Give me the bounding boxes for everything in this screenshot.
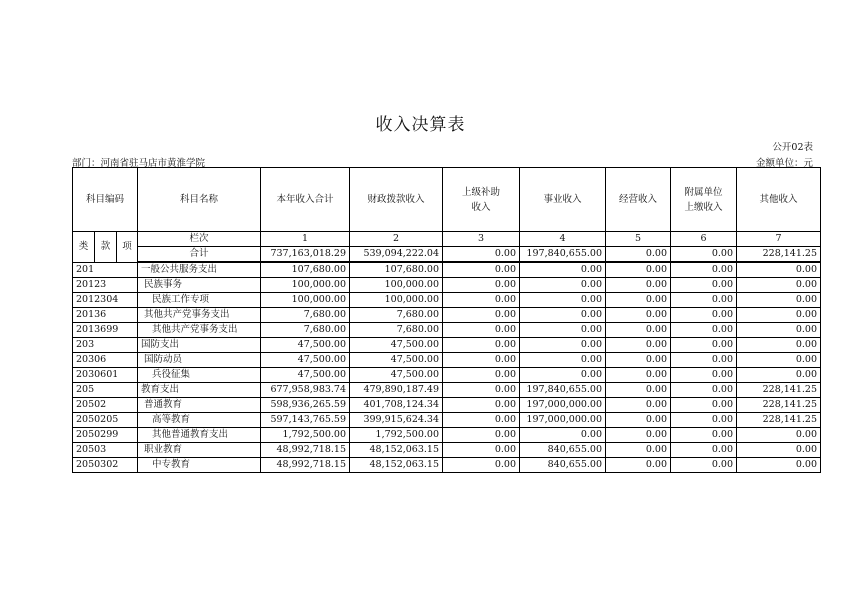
row-value: 197,000,000.00 <box>520 398 606 413</box>
row-value: 0.00 <box>606 383 671 398</box>
column-number-row <box>73 232 821 247</box>
row-value: 48,992,718.15 <box>261 458 350 473</box>
total-cell: 228,141.25 <box>737 247 821 263</box>
row-value: 47,500.00 <box>261 338 350 353</box>
row-value: 0.00 <box>520 262 606 278</box>
header-superior <box>443 168 520 232</box>
row-value: 0.00 <box>606 338 671 353</box>
header-xiang: 项 <box>117 232 138 263</box>
row-code: 20136 <box>73 308 138 323</box>
col-num-4: 4 <box>520 232 606 247</box>
row-value: 100,000.00 <box>261 278 350 293</box>
row-value: 48,992,718.15 <box>261 443 350 458</box>
column-label: 栏次 <box>138 232 261 247</box>
col-num-3: 3 <box>443 232 520 247</box>
row-value: 107,680.00 <box>350 262 443 278</box>
row-value: 0.00 <box>443 308 520 323</box>
row-value: 0.00 <box>520 293 606 308</box>
row-value: 0.00 <box>443 368 520 383</box>
row-value: 0.00 <box>671 428 737 443</box>
row-value: 0.00 <box>443 293 520 308</box>
row-value: 0.00 <box>671 398 737 413</box>
header-superior-line2: 收入 <box>471 201 491 213</box>
row-name: 职业教育 <box>138 443 261 458</box>
row-value: 0.00 <box>443 398 520 413</box>
total-row <box>73 247 821 263</box>
row-value: 0.00 <box>671 262 737 278</box>
row-value: 0.00 <box>671 443 737 458</box>
row-value: 840,655.00 <box>520 458 606 473</box>
row-value: 0.00 <box>737 443 821 458</box>
table-row <box>73 338 821 353</box>
row-value: 47,500.00 <box>350 368 443 383</box>
table-row <box>73 458 821 473</box>
row-value: 0.00 <box>737 293 821 308</box>
row-value: 0.00 <box>443 458 520 473</box>
col-num-5: 5 <box>606 232 671 247</box>
row-value: 0.00 <box>737 338 821 353</box>
row-value: 598,936,265.59 <box>261 398 350 413</box>
row-value: 47,500.00 <box>350 353 443 368</box>
row-code: 201 <box>73 262 138 278</box>
row-value: 401,708,124.34 <box>350 398 443 413</box>
row-value: 0.00 <box>606 428 671 443</box>
row-value: 48,152,063.15 <box>350 443 443 458</box>
header-business: 事业收入 <box>520 168 606 232</box>
row-value: 0.00 <box>737 323 821 338</box>
row-value: 7,680.00 <box>350 308 443 323</box>
row-value: 399,915,624.34 <box>350 413 443 428</box>
row-value: 0.00 <box>520 323 606 338</box>
row-code: 2013699 <box>73 323 138 338</box>
row-value: 840,655.00 <box>520 443 606 458</box>
row-value: 0.00 <box>671 278 737 293</box>
row-value: 0.00 <box>606 278 671 293</box>
row-value: 197,840,655.00 <box>520 383 606 398</box>
header-total: 本年收入合计 <box>261 168 350 232</box>
table-row <box>73 323 821 338</box>
row-name: 中专教育 <box>138 458 261 473</box>
total-cell: 0.00 <box>671 247 737 263</box>
row-value: 0.00 <box>737 262 821 278</box>
row-value: 0.00 <box>443 353 520 368</box>
header-operating: 经营收入 <box>606 168 671 232</box>
row-value: 0.00 <box>671 383 737 398</box>
row-value: 677,958,983.74 <box>261 383 350 398</box>
table-row <box>73 308 821 323</box>
table-row <box>73 368 821 383</box>
row-value: 0.00 <box>737 278 821 293</box>
row-value: 0.00 <box>671 458 737 473</box>
row-value: 0.00 <box>443 278 520 293</box>
row-code: 2050302 <box>73 458 138 473</box>
total-cell: 0.00 <box>606 247 671 263</box>
row-code: 205 <box>73 383 138 398</box>
row-code: 20123 <box>73 278 138 293</box>
row-code: 2030601 <box>73 368 138 383</box>
row-value: 7,680.00 <box>350 323 443 338</box>
row-value: 0.00 <box>520 308 606 323</box>
row-name: 兵役征集 <box>138 368 261 383</box>
row-value: 0.00 <box>443 262 520 278</box>
row-value: 0.00 <box>671 413 737 428</box>
header-affiliate <box>671 168 737 232</box>
row-value: 0.00 <box>443 323 520 338</box>
income-report-table <box>72 167 821 473</box>
row-value: 0.00 <box>671 293 737 308</box>
row-value: 0.00 <box>737 428 821 443</box>
row-value: 1,792,500.00 <box>261 428 350 443</box>
row-code: 203 <box>73 338 138 353</box>
row-name: 教育支出 <box>138 383 261 398</box>
row-value: 0.00 <box>443 338 520 353</box>
total-label: 合计 <box>138 247 261 263</box>
row-value: 0.00 <box>606 308 671 323</box>
total-cell: 737,163,018.29 <box>261 247 350 263</box>
row-value: 197,000,000.00 <box>520 413 606 428</box>
row-name: 民族事务 <box>138 278 261 293</box>
row-value: 0.00 <box>520 428 606 443</box>
row-value: 107,680.00 <box>261 262 350 278</box>
row-value: 47,500.00 <box>350 338 443 353</box>
row-name: 其他共产党事务支出 <box>138 308 261 323</box>
row-value: 0.00 <box>606 413 671 428</box>
row-code: 2012304 <box>73 293 138 308</box>
row-value: 0.00 <box>606 398 671 413</box>
total-cell: 197,840,655.00 <box>520 247 606 263</box>
department-label: 部门：河南省驻马店市黄淮学院 <box>72 158 206 169</box>
header-affiliate-line2: 上缴收入 <box>684 201 723 213</box>
row-value: 0.00 <box>443 413 520 428</box>
row-value: 0.00 <box>520 368 606 383</box>
table-row <box>73 428 821 443</box>
row-code: 2050299 <box>73 428 138 443</box>
col-num-7: 7 <box>737 232 821 247</box>
table-row <box>73 262 821 278</box>
col-num-6: 6 <box>671 232 737 247</box>
table-row <box>73 293 821 308</box>
row-code: 20306 <box>73 353 138 368</box>
row-value: 228,141.25 <box>737 413 821 428</box>
unit-label: 金额单位：元 <box>755 158 813 169</box>
row-name: 国防动员 <box>138 353 261 368</box>
row-value: 47,500.00 <box>261 353 350 368</box>
row-value: 48,152,063.15 <box>350 458 443 473</box>
row-name: 其他共产党事务支出 <box>138 323 261 338</box>
header-row <box>73 168 821 232</box>
row-value: 0.00 <box>443 383 520 398</box>
table-row <box>73 278 821 293</box>
row-value: 47,500.00 <box>261 368 350 383</box>
row-name: 一般公共服务支出 <box>138 262 261 278</box>
row-value: 479,890,187.49 <box>350 383 443 398</box>
row-value: 0.00 <box>443 443 520 458</box>
row-value: 0.00 <box>671 353 737 368</box>
row-value: 0.00 <box>737 458 821 473</box>
row-value: 0.00 <box>671 308 737 323</box>
row-value: 0.00 <box>520 338 606 353</box>
header-superior-line1: 上级补助 <box>462 186 501 198</box>
row-value: 0.00 <box>671 338 737 353</box>
row-name: 高等教育 <box>138 413 261 428</box>
table-row <box>73 383 821 398</box>
row-code: 2050205 <box>73 413 138 428</box>
row-value: 0.00 <box>737 368 821 383</box>
header-fiscal: 财政拨款收入 <box>350 168 443 232</box>
table-row <box>73 353 821 368</box>
row-code: 20502 <box>73 398 138 413</box>
table-row <box>73 443 821 458</box>
col-num-1: 1 <box>261 232 350 247</box>
row-name: 国防支出 <box>138 338 261 353</box>
row-value: 0.00 <box>737 353 821 368</box>
row-name: 其他普通教育支出 <box>138 428 261 443</box>
row-value: 0.00 <box>671 323 737 338</box>
row-value: 7,680.00 <box>261 308 350 323</box>
table-body <box>73 262 821 473</box>
row-value: 0.00 <box>606 443 671 458</box>
table-row <box>73 398 821 413</box>
header-name: 科目名称 <box>138 168 261 232</box>
total-cell: 539,094,222.04 <box>350 247 443 263</box>
header-kuan: 款 <box>95 232 117 263</box>
row-value: 7,680.00 <box>261 323 350 338</box>
header-affiliate-line1: 附属单位 <box>684 186 723 198</box>
row-value: 100,000.00 <box>350 293 443 308</box>
row-value: 0.00 <box>520 353 606 368</box>
row-value: 597,143,765.59 <box>261 413 350 428</box>
row-value: 228,141.25 <box>737 398 821 413</box>
row-value: 100,000.00 <box>261 293 350 308</box>
row-value: 0.00 <box>443 428 520 443</box>
row-value: 0.00 <box>606 293 671 308</box>
row-value: 228,141.25 <box>737 383 821 398</box>
total-cell: 0.00 <box>443 247 520 263</box>
row-name: 民族工作专项 <box>138 293 261 308</box>
row-value: 0.00 <box>520 278 606 293</box>
row-value: 0.00 <box>606 368 671 383</box>
form-code: 公开02表 <box>772 142 813 153</box>
row-value: 0.00 <box>671 368 737 383</box>
header-lei: 类 <box>73 232 95 263</box>
header-other: 其他收入 <box>737 168 821 232</box>
row-value: 0.00 <box>606 458 671 473</box>
row-value: 0.00 <box>606 262 671 278</box>
row-value: 1,792,500.00 <box>350 428 443 443</box>
row-value: 0.00 <box>606 323 671 338</box>
col-num-2: 2 <box>350 232 443 247</box>
table-row <box>73 413 821 428</box>
row-code: 20503 <box>73 443 138 458</box>
row-value: 0.00 <box>606 353 671 368</box>
row-name: 普通教育 <box>138 398 261 413</box>
header-code: 科目编码 <box>73 168 138 232</box>
row-value: 0.00 <box>737 308 821 323</box>
row-value: 100,000.00 <box>350 278 443 293</box>
report-title: 收入决算表 <box>375 115 466 135</box>
